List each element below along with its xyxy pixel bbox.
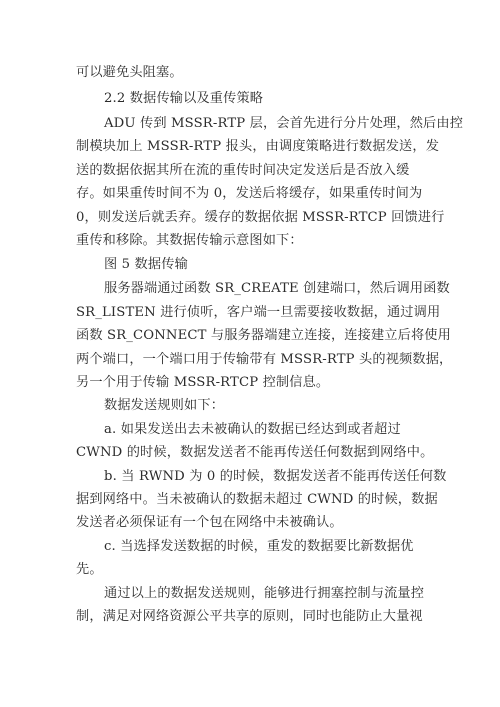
paragraph-line: 据到网络中。当未被确认的数据未超过 CWND 的时候，数据 xyxy=(76,492,438,507)
paragraph-line: 函数 SR_CONNECT 与服务器端建立连接，连接建立后将使用 xyxy=(76,328,451,343)
paragraph-line: CWND 的时候，数据发送者不能再传送任何数据到网络中。 xyxy=(76,445,434,460)
figure-caption: 图 5 数据传输 xyxy=(104,257,188,272)
list-item-c: c. 当选择发送数据的时候，重发的数据要比新数据优 xyxy=(104,539,414,554)
paragraph-line: 制模块加上 MSSR-RTP 报头，由调度策略进行数据发送，发 xyxy=(76,139,440,154)
paragraph-line: 服务器端通过函数 SR_CREATE 创建端口，然后调用函数 xyxy=(104,281,450,296)
section-heading: 2.2 数据传输以及重传策略 xyxy=(104,91,264,106)
paragraph-line: SR_LISTEN 进行侦听，客户端一旦需要接收数据，通过调用 xyxy=(76,305,441,320)
paragraph-line: 先。 xyxy=(76,562,103,577)
paragraph-line: 重传和移除。其数据传输示意图如下： xyxy=(76,233,303,248)
paragraph-line: 通过以上的数据发送规则，能够进行拥塞控制与流量控 xyxy=(104,586,425,601)
paragraph-line: 可以避免头阻塞。 xyxy=(76,65,183,80)
list-item-a: a. 如果发送出去未被确认的数据已经达到或者超过 xyxy=(104,422,401,437)
list-item-b: b. 当 RWND 为 0 的时候，数据发送者不能再传送任何数 xyxy=(104,469,447,484)
paragraph-line: 制，满足对网络资源公平共享的原则，同时也能防止大量视 xyxy=(76,609,423,624)
paragraph-line: 数据发送规则如下： xyxy=(104,398,225,413)
paragraph-line: ADU 传到 MSSR-RTP 层，会首先进行分片处理，然后由控 xyxy=(104,116,464,131)
paragraph-line: 0，则发送后就丢弃。缓存的数据依据 MSSR-RTCP 回馈进行 xyxy=(76,210,445,225)
paragraph-line: 存。如果重传时间不为 0，发送后将缓存，如果重传时间为 xyxy=(76,186,423,201)
paragraph-line: 发送者必须保证有一个包在网络中未被确认。 xyxy=(76,515,343,530)
paragraph-line: 另一个用于传输 MSSR-RTCP 控制信息。 xyxy=(76,375,330,390)
paragraph-line: 两个端口，一个端口用于传输带有 MSSR-RTP 头的视频数据， xyxy=(76,352,453,367)
paragraph-line: 送的数据依据其所在流的重传时间决定发送后是否放入缓 xyxy=(76,163,410,178)
